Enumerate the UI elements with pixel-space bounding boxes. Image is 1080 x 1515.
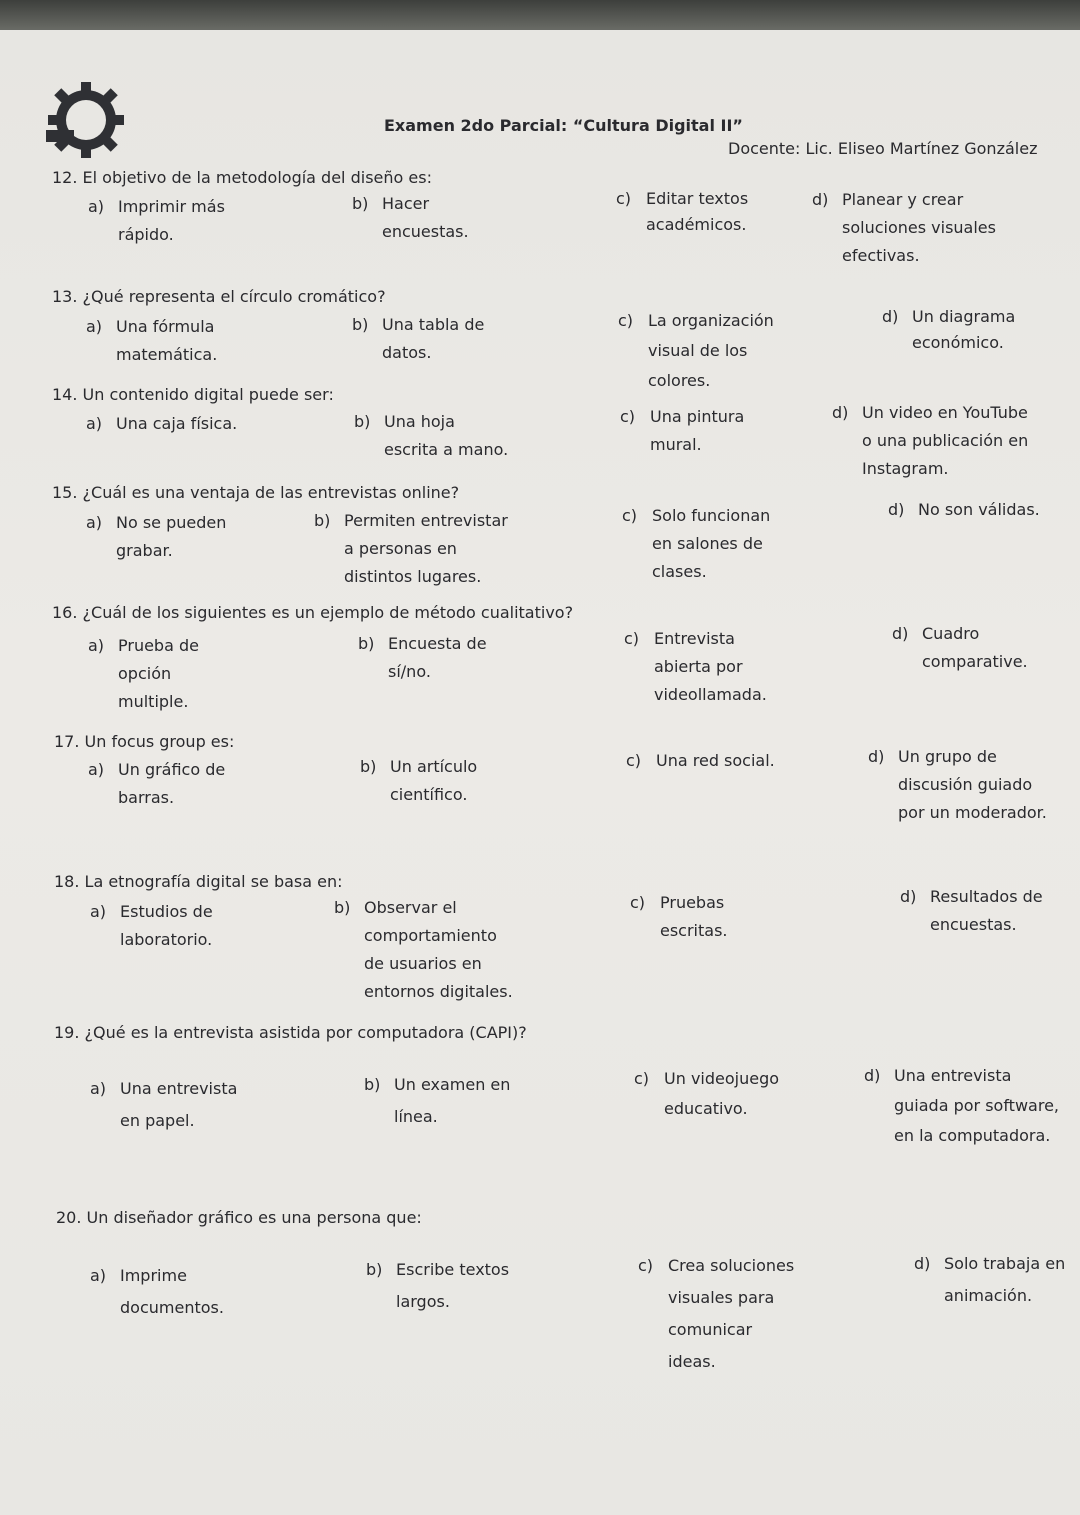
option-text-line: Una hoja <box>384 412 455 431</box>
option-letter: c) <box>620 407 636 426</box>
option-text-line: Un artículo <box>390 757 478 776</box>
option-text-line: clases. <box>652 562 707 581</box>
option-letter: d) <box>832 403 849 422</box>
option-text-line: escritas. <box>660 921 728 940</box>
option-text-line: Prueba de <box>118 636 199 655</box>
question-17-option-d <box>868 743 1047 827</box>
option-text-line: No se pueden <box>116 513 227 532</box>
option-text-line: Encuesta de <box>388 634 487 653</box>
option-text-line: discusión guiado <box>898 775 1033 794</box>
option-text-line: Entrevista <box>654 629 735 648</box>
option-text-line: barras. <box>118 788 175 807</box>
question-20-option-c <box>638 1250 794 1378</box>
option-letter: a) <box>88 760 105 779</box>
question-19-option-b <box>364 1069 510 1133</box>
option-text-line: Una caja física. <box>116 414 238 433</box>
option-letter: b) <box>352 194 369 213</box>
option-text-line: visual de los <box>648 341 748 360</box>
option-text-line: Un videojuego <box>664 1069 780 1088</box>
option-text-line: animación. <box>944 1286 1033 1305</box>
question-15-option-b <box>314 507 508 591</box>
option-text-line: económico. <box>912 333 1004 352</box>
option-letter: a) <box>90 902 107 921</box>
option-text-line: grabar. <box>116 541 173 560</box>
option-letter: c) <box>622 506 638 525</box>
option-text-line: soluciones visuales <box>842 218 996 237</box>
option-text-line: Imprime <box>120 1266 187 1285</box>
option-letter: b) <box>334 898 351 917</box>
option-text-line: científico. <box>390 785 468 804</box>
option-text-line: Una entrevista <box>120 1079 238 1098</box>
option-text-line: Un video en YouTube <box>862 403 1028 422</box>
question-19-option-a <box>90 1073 237 1137</box>
option-text-line: rápido. <box>118 225 174 244</box>
option-letter: c) <box>624 629 640 648</box>
option-text-line: de usuarios en <box>364 954 482 973</box>
question-19-option-c <box>634 1064 779 1124</box>
question-14-option-a <box>86 410 237 438</box>
question-13-option-d <box>882 304 1015 356</box>
option-letter: d) <box>914 1254 931 1273</box>
question-12-option-d <box>812 186 996 270</box>
option-text-line: Escribe textos <box>396 1260 510 1279</box>
question-16-option-d <box>892 620 1028 676</box>
question-20-text: 20. Un diseñador gráfico es una persona que: <box>56 1208 422 1227</box>
question-19-text: 19. ¿Qué es la entrevista asistida por computadora (CAPI)? <box>54 1023 527 1042</box>
option-text-line: guiada por software, <box>894 1096 1059 1115</box>
option-text-line: en la computadora. <box>894 1126 1051 1145</box>
option-text-line: Hacer <box>382 194 430 213</box>
option-text-line: ideas. <box>668 1352 716 1371</box>
option-text-line: en salones de <box>652 534 763 553</box>
option-letter: c) <box>618 311 634 330</box>
question-15-option-a <box>86 509 226 565</box>
option-text-line: multiple. <box>118 692 189 711</box>
option-text-line: a personas en <box>344 539 457 558</box>
option-text-line: sí/no. <box>388 662 431 681</box>
option-text-line: Observar el <box>364 898 457 917</box>
question-18-option-b <box>334 894 513 1006</box>
option-text-line: mural. <box>650 435 702 454</box>
option-text-line: en papel. <box>120 1111 195 1130</box>
option-text-line: encuestas. <box>930 915 1017 934</box>
option-text-line: largos. <box>396 1292 450 1311</box>
option-letter: a) <box>86 513 103 532</box>
option-letter: b) <box>358 634 375 653</box>
option-text-line: comportamiento <box>364 926 497 945</box>
option-letter: d) <box>864 1066 881 1085</box>
option-text-line: colores. <box>648 371 711 390</box>
option-letter: a) <box>90 1079 107 1098</box>
question-16-text: 16. ¿Cuál de los siguientes es un ejemplo de método cualitativo? <box>52 603 574 622</box>
option-text-line: Estudios de <box>120 902 213 921</box>
question-19-option-d <box>864 1061 1059 1151</box>
question-14-text: 14. Un contenido digital puede ser: <box>52 385 334 404</box>
option-text-line: videollamada. <box>654 685 767 704</box>
question-17-option-c <box>626 747 775 775</box>
option-letter: c) <box>630 893 646 912</box>
option-letter: c) <box>638 1256 654 1275</box>
option-text-line: Solo trabaja en <box>944 1254 1066 1273</box>
option-text-line: Un diagrama <box>912 307 1016 326</box>
option-text-line: Resultados de <box>930 887 1043 906</box>
option-text-line: Un grupo de <box>898 747 997 766</box>
question-17-option-a <box>88 756 225 812</box>
question-14-option-d <box>832 399 1028 483</box>
option-letter: b) <box>366 1260 383 1279</box>
option-text-line: distintos lugares. <box>344 567 482 586</box>
question-20-option-b <box>366 1254 509 1318</box>
option-text-line: o una publicación en <box>862 431 1029 450</box>
option-text-line: comparative. <box>922 652 1028 671</box>
option-text-line: efectivas. <box>842 246 920 265</box>
option-text-line: escrita a mano. <box>384 440 509 459</box>
option-letter: a) <box>86 317 103 336</box>
option-letter: d) <box>882 307 899 326</box>
option-letter: c) <box>626 751 642 770</box>
question-20-option-a <box>90 1260 224 1324</box>
question-14-option-b <box>354 408 508 464</box>
question-16-option-c <box>624 625 767 709</box>
option-text-line: Pruebas <box>660 893 725 912</box>
option-text-line: Imprimir más <box>118 197 225 216</box>
option-text-line: Un gráfico de <box>118 760 226 779</box>
question-13-option-a <box>86 313 217 369</box>
question-13-option-b <box>352 311 484 367</box>
question-12-option-c <box>616 186 748 238</box>
exam-title: Examen 2do Parcial: “Cultura Digital II” <box>384 116 743 135</box>
option-letter: d) <box>900 887 917 906</box>
institution-logo-gear-icon <box>44 80 130 160</box>
option-text-line: encuestas. <box>382 222 469 241</box>
option-letter: d) <box>812 190 829 209</box>
question-13-text: 13. ¿Qué representa el círculo cromático? <box>52 287 386 306</box>
option-text-line: matemática. <box>116 345 218 364</box>
option-text-line: documentos. <box>120 1298 224 1317</box>
option-text-line: comunicar <box>668 1320 753 1339</box>
option-text-line: Planear y crear <box>842 190 964 209</box>
question-12-text: 12. El objetivo de la metodología del diseño es: <box>52 168 432 187</box>
question-15-option-d <box>888 496 1040 524</box>
question-12-option-a <box>88 193 225 249</box>
option-text-line: Instagram. <box>862 459 949 478</box>
option-letter: a) <box>88 197 105 216</box>
option-letter: b) <box>354 412 371 431</box>
option-text-line: No son válidas. <box>918 500 1040 519</box>
option-text-line: línea. <box>394 1107 438 1126</box>
question-15-text: 15. ¿Cuál es una ventaja de las entrevistas online? <box>52 483 460 502</box>
option-letter: c) <box>616 189 632 208</box>
option-text-line: por un moderador. <box>898 803 1047 822</box>
option-text-line: Una pintura <box>650 407 745 426</box>
question-18-option-c <box>630 889 728 945</box>
question-17-option-b <box>360 753 477 809</box>
question-17-text: 17. Un focus group es: <box>54 732 235 751</box>
photo-background-top <box>0 0 1080 34</box>
teacher-name: Docente: Lic. Eliseo Martínez González <box>728 139 1038 158</box>
option-text-line: abierta por <box>654 657 743 676</box>
question-14-option-c <box>620 403 744 459</box>
option-text-line: Una entrevista <box>894 1066 1012 1085</box>
option-text-line: Editar textos <box>646 189 749 208</box>
option-text-line: Una tabla de <box>382 315 485 334</box>
question-15-option-c <box>622 502 770 586</box>
option-text-line: académicos. <box>646 215 747 234</box>
question-20-option-d <box>914 1248 1065 1312</box>
option-text-line: entornos digitales. <box>364 982 513 1001</box>
option-text-line: Una fórmula <box>116 317 215 336</box>
question-18-option-a <box>90 898 213 954</box>
option-letter: d) <box>868 747 885 766</box>
option-text-line: Un examen en <box>394 1075 511 1094</box>
option-text-line: Una red social. <box>656 751 775 770</box>
question-18-text: 18. La etnografía digital se basa en: <box>54 872 343 891</box>
question-16-option-a <box>88 632 199 716</box>
question-18-option-d <box>900 883 1043 939</box>
question-13-option-c <box>618 306 774 396</box>
option-letter: a) <box>90 1266 107 1285</box>
option-text-line: educativo. <box>664 1099 748 1118</box>
option-letter: b) <box>352 315 369 334</box>
option-text-line: La organización <box>648 311 774 330</box>
option-text-line: Crea soluciones <box>668 1256 795 1275</box>
option-letter: b) <box>360 757 377 776</box>
option-letter: a) <box>88 636 105 655</box>
option-text-line: visuales para <box>668 1288 775 1307</box>
question-12-option-b <box>352 190 469 246</box>
option-text-line: laboratorio. <box>120 930 213 949</box>
option-letter: d) <box>892 624 909 643</box>
option-text-line: opción <box>118 664 172 683</box>
option-text-line: Solo funcionan <box>652 506 771 525</box>
question-16-option-b <box>358 630 487 686</box>
option-text-line: datos. <box>382 343 432 362</box>
option-letter: d) <box>888 500 905 519</box>
option-letter: b) <box>314 511 331 530</box>
option-letter: a) <box>86 414 103 433</box>
option-text-line: Permiten entrevistar <box>344 511 508 530</box>
option-letter: c) <box>634 1069 650 1088</box>
option-text-line: Cuadro <box>922 624 980 643</box>
option-letter: b) <box>364 1075 381 1094</box>
